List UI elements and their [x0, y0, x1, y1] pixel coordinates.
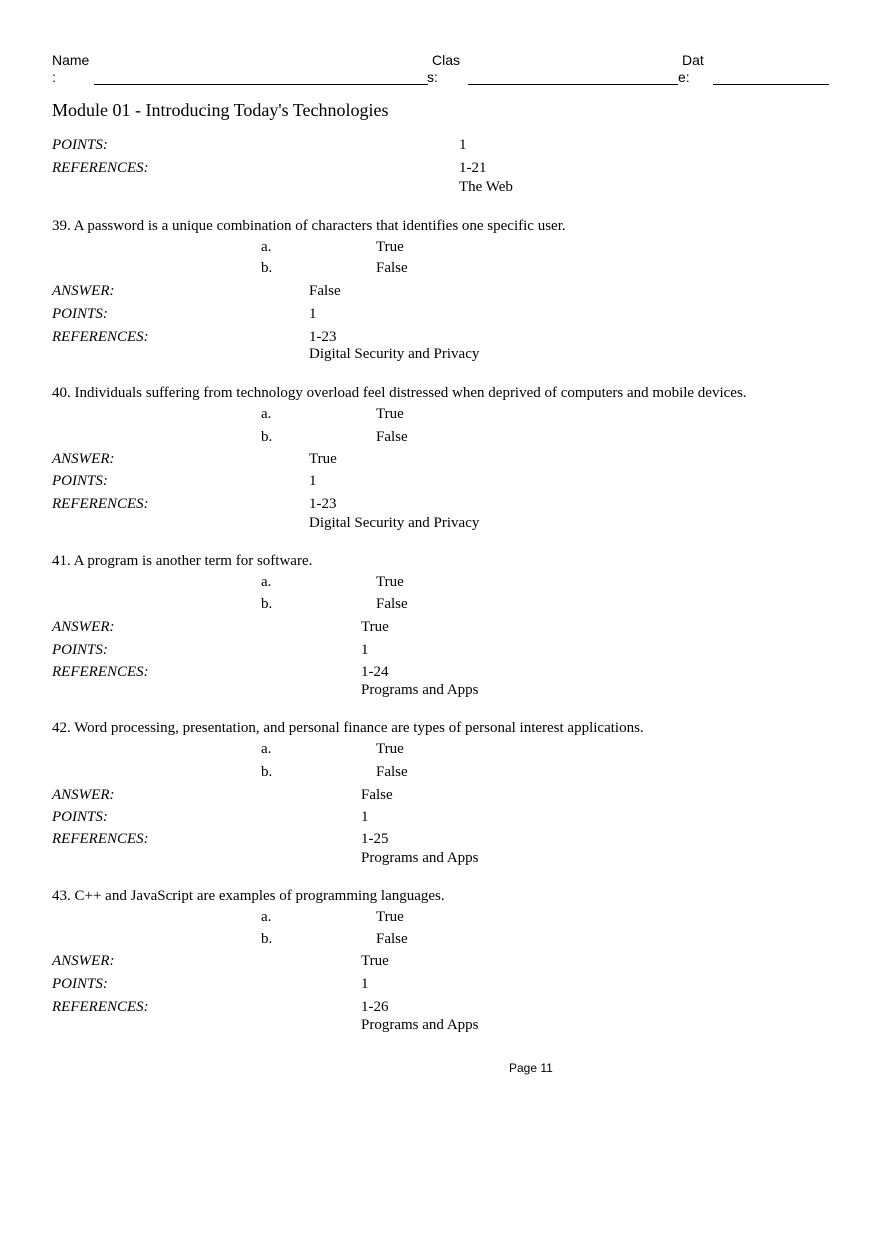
- option-a-letter: a.: [261, 574, 272, 590]
- points-value: 1: [309, 306, 317, 322]
- date-label: Dat: [682, 52, 704, 68]
- option-a-text: True: [376, 741, 404, 757]
- date-label-suffix: e:: [678, 69, 690, 85]
- option-b-letter: b.: [261, 764, 273, 780]
- question-text: 43. C++ and JavaScript are examples of programming languages.: [52, 888, 445, 904]
- answer-label: ANSWER:: [52, 953, 115, 969]
- option-a-letter: a.: [261, 741, 272, 757]
- points-label: POINTS:: [52, 809, 108, 825]
- class-label-suffix: s:: [427, 69, 438, 85]
- question-text: 39. A password is a unique combination of characters that identifies one specific user.: [52, 218, 566, 234]
- reference-page: 1-24: [361, 664, 389, 680]
- points-label: POINTS:: [52, 642, 108, 658]
- reference-page: 1-23: [309, 496, 337, 512]
- option-a-letter: a.: [261, 239, 272, 255]
- name-colon: :: [52, 69, 56, 85]
- option-b-letter: b.: [261, 429, 273, 445]
- reference-topic: Digital Security and Privacy: [309, 515, 480, 531]
- reference-page: 1-23: [309, 329, 337, 345]
- reference-topic: Programs and Apps: [361, 850, 479, 866]
- class-label: Clas: [432, 52, 461, 68]
- reference-topic: Digital Security and Privacy: [309, 346, 480, 362]
- option-b-text: False: [376, 429, 408, 445]
- prev-points-value: 1: [459, 137, 467, 153]
- reference-page: 1-26: [361, 999, 389, 1015]
- reference-topic: Programs and Apps: [361, 682, 479, 698]
- option-b-letter: b.: [261, 596, 273, 612]
- prev-points-label: POINTS:: [52, 137, 108, 153]
- page-number: Page 11: [509, 1061, 553, 1075]
- question-text: 41. A program is another term for software.: [52, 553, 313, 569]
- option-b-text: False: [376, 764, 408, 780]
- prev-reference-topic: The Web: [459, 179, 513, 195]
- option-a-text: True: [376, 406, 404, 422]
- points-value: 1: [361, 976, 369, 992]
- points-value: 1: [361, 809, 369, 825]
- answer-label: ANSWER:: [52, 283, 115, 299]
- answer-value: True: [361, 619, 389, 635]
- points-label: POINTS:: [52, 473, 108, 489]
- module-title: Module 01 - Introducing Today's Technologies: [52, 100, 389, 120]
- option-b-letter: b.: [261, 260, 273, 276]
- points-label: POINTS:: [52, 306, 108, 322]
- references-label: REFERENCES:: [52, 329, 149, 345]
- question-text: 40. Individuals suffering from technology overload feel distressed when deprived of computers and mobile devices.: [52, 385, 747, 401]
- option-a-text: True: [376, 909, 404, 925]
- name-field-line[interactable]: [94, 84, 428, 85]
- option-b-text: False: [376, 931, 408, 947]
- class-field-line[interactable]: [468, 84, 678, 85]
- option-a-letter: a.: [261, 406, 272, 422]
- points-value: 1: [309, 473, 317, 489]
- points-label: POINTS:: [52, 976, 108, 992]
- option-a-text: True: [376, 239, 404, 255]
- date-field-line[interactable]: [713, 84, 829, 85]
- option-b-text: False: [376, 260, 408, 276]
- references-label: REFERENCES:: [52, 664, 149, 680]
- question-text: 42. Word processing, presentation, and personal finance are types of personal interest applications.: [52, 720, 644, 736]
- references-label: REFERENCES:: [52, 999, 149, 1015]
- answer-value: False: [309, 283, 341, 299]
- points-value: 1: [361, 642, 369, 658]
- answer-value: False: [361, 787, 393, 803]
- references-label: REFERENCES:: [52, 496, 149, 512]
- answer-value: True: [361, 953, 389, 969]
- answer-label: ANSWER:: [52, 451, 115, 467]
- option-b-letter: b.: [261, 931, 273, 947]
- answer-label: ANSWER:: [52, 787, 115, 803]
- prev-reference-page: 1-21: [459, 160, 487, 176]
- reference-page: 1-25: [361, 831, 389, 847]
- answer-label: ANSWER:: [52, 619, 115, 635]
- prev-references-label: REFERENCES:: [52, 160, 149, 176]
- option-a-letter: a.: [261, 909, 272, 925]
- reference-topic: Programs and Apps: [361, 1017, 479, 1033]
- option-b-text: False: [376, 596, 408, 612]
- references-label: REFERENCES:: [52, 831, 149, 847]
- name-label: Name: [52, 52, 90, 68]
- option-a-text: True: [376, 574, 404, 590]
- answer-value: True: [309, 451, 337, 467]
